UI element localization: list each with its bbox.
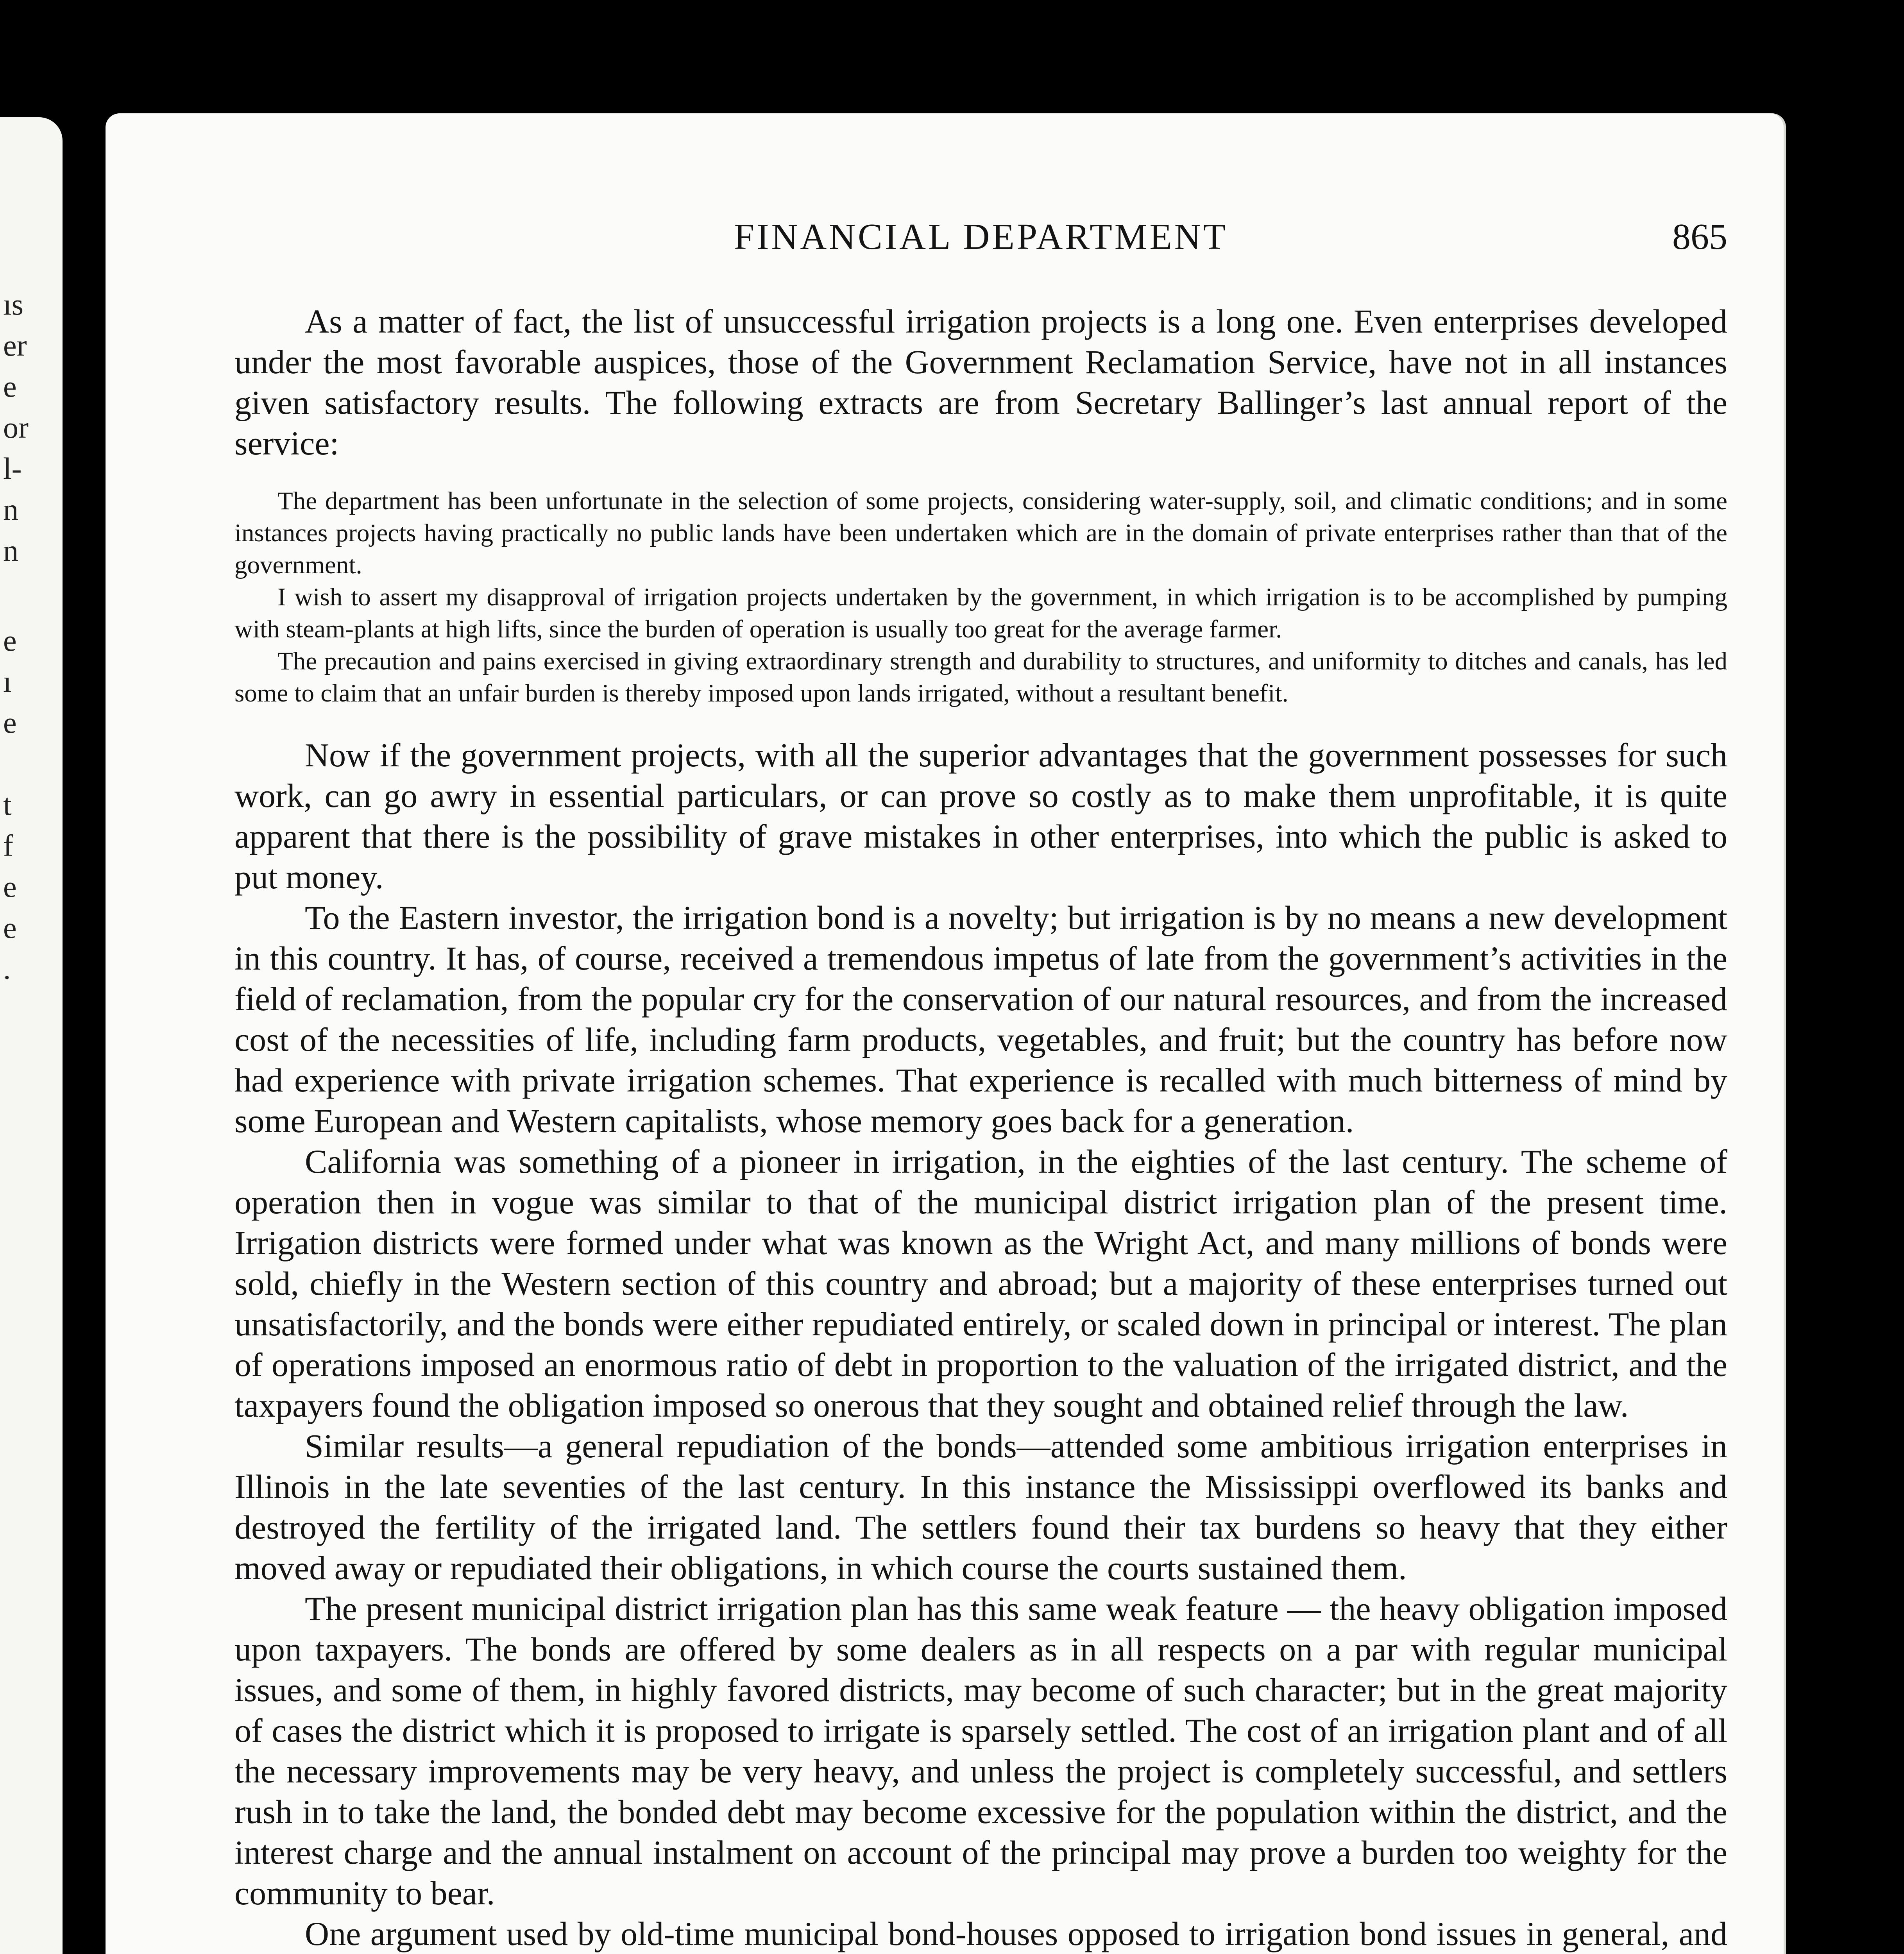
previous-page-fragment: ı (3, 664, 12, 698)
paragraph: Similar results—a general repudiation of the bonds—attended some ambitious irrigation enterprises in Illinois in the late seventies of the last century. In this instance the Mississippi overflowed its banks and destroyed the fertility of the irrigated land. The settlers found their tax burdens so heavy that they either moved away or repudiated their obligations, in which course the courts sustained them. (234, 1427, 1727, 1587)
page-number: 865 (1672, 217, 1727, 257)
quote-paragraph: The precaution and pains exercised in giving extraordinary strength and durability to structures, and uniformity to ditches and canals, has led some to claim that an unfair burden is thereby imposed upon lands irrigated, without a resultant benefit. (234, 647, 1727, 707)
book-page (106, 113, 1786, 1954)
block-quote (234, 485, 1727, 709)
paragraph: One argument used by old-time municipal bond-houses opposed to irrigation bond issues in general, and (305, 1915, 1727, 1952)
body-text (234, 301, 1727, 1954)
previous-page-fragment: ıs (3, 287, 24, 321)
paragraph: California was something of a pioneer in irrigation, in the eighties of the last century. The scheme of operation then in vogue was similar to that of the municipal district irrigation plan of the present time. Irrigation districts were formed under what was known as the Wright Act, and many millions of bonds were sold, chiefly in the Western section of this country and abroad; but a majority of these enterprises turned out unsatisfactorily, and the bonds were either repudiated entirely, or scaled down in principal or interest. The plan of operations imposed an enormous ratio of debt in proportion to the valuation of the irrigated district, and the taxpayers found the obligation imposed so onerous that they sought and obtained relief through the law. (234, 1143, 1727, 1424)
page-header (234, 217, 1727, 264)
previous-page-fragment: n (3, 492, 18, 526)
previous-page-fragment: or (3, 410, 29, 444)
paragraph: To the Eastern investor, the irrigation bond is a novelty; but irrigation is by no means a new development in this country. It has, of course, received a tremendous impetus of late from the government’s activities in the field of reclamation, from the popular cry for the conservation of our natural resources, and from the increased cost of the necessities of life, including farm products, vegetables, and fruit; but the country has before now had experience with private irrigation schemes. That experience is recalled with much bitterness of mind by some European and Western capitalists, whose memory goes back for a generation. (234, 899, 1727, 1140)
previous-page-fragment: t (3, 787, 12, 821)
paragraph: As a matter of fact, the list of unsuccessful irrigation projects is a long one. Even enterprises developed under the most favorable auspices, those of the Government Reclamation Service, have not in all instances given satisfactory results. The following extracts are from Secretary Ballinger’s last annual report of the service: (234, 302, 1727, 462)
previous-page-fragment: e (3, 705, 17, 739)
previous-page-fragment: . (3, 952, 11, 986)
previous-page-fragment: e (3, 369, 17, 403)
previous-page-fragment: er (3, 328, 27, 362)
paragraph: Now if the government projects, with all the superior advantages that the government possesses for such work, can go awry in essential particulars, or can prove so costly as to make them unprofitable, it is quite apparent that there is the possibility of grave mistakes in other enterprises, into which the public is asked to put money. (234, 736, 1727, 896)
quote-paragraph: The department has been unfortunate in the selection of some projects, considering water-supply, soil, and climatic conditions; and in some instances projects having practically no public lands have been undertaken which are in the domain of private enterprises rather than that of the government. (234, 487, 1727, 579)
previous-page-fragment: f (3, 828, 13, 862)
previous-page-fragment: n (3, 533, 18, 567)
quote-paragraph: I wish to assert my disapproval of irrigation projects undertaken by the government, in which irrigation is to be accomplished by pumping with steam-plants at high lifts, since the burden of operation is usually too great for the average farmer. (234, 583, 1727, 643)
running-head: FINANCIAL DEPARTMENT (734, 217, 1228, 257)
previous-page-fragment: e (3, 911, 17, 945)
paragraph: The present municipal district irrigation plan has this same weak feature — the heavy obligation imposed upon taxpayers. The bonds are offered by some dealers as in all respects on a par with regular municipal issues, and some of them, in highly favored districts, may become of such character; but in the great majority of cases the district which it is proposed to irrigate is sparsely settled. The cost of an irrigation plant and of all the necessary improvements may be very heavy, and unless the project is completely successful, and settlers rush in to take the land, the bonded debt may become excessive for the population within the district, and the interest charge and the annual instalment on account of the principal may prove a burden too weighty for the community to bear. (234, 1590, 1727, 1912)
previous-page-fragment: l- (3, 451, 22, 485)
previous-page-edge (0, 117, 63, 1954)
previous-page-fragment: e (3, 623, 17, 657)
previous-page-fragment: e (3, 870, 17, 904)
